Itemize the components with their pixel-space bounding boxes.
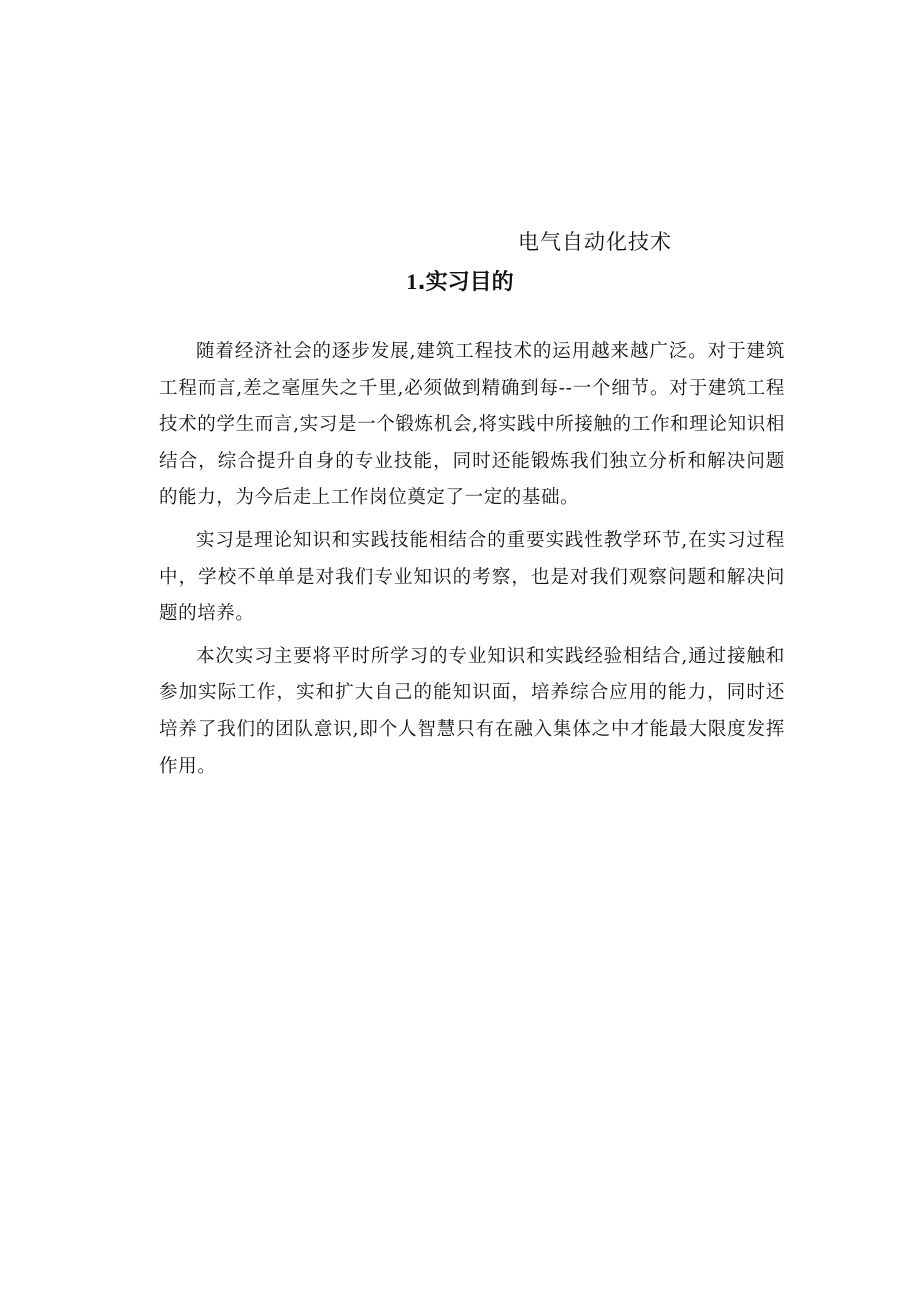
document-header: 电气自动化技术 (518, 230, 672, 254)
document-body (159, 334, 785, 791)
paragraph: 随着经济社会的逐步发展,建筑工程技术的运用越来越广泛。对于建筑工程而言,差之毫厘失之千里,必须做到精确到每--一个细节。对于建筑工程技术的学生而言,实习是一个锻炼机会,将实践中所接触的工作和理论知识相结合，综合提升自身的专业技能，同时还能锻炼我们独立分析和解决问题的能力，为今后走上工作岗位奠定了一定的基础。 (159, 341, 785, 509)
paragraph: 实习是理论知识和实践技能相结合的重要实践性教学环节,在实习过程中，学校不单单是对我们专业知识的考察，也是对我们观察问题和解决问题的培养。 (159, 529, 785, 625)
section-number: 1 (406, 269, 418, 294)
section-title: .实习目的 (417, 270, 514, 295)
paragraph: 本次实习主要将平时所学习的专业知识和实践经验相结合,通过接触和参加实际工作，实和扩大自己的能知识面，培养综合应用的能力，同时还培养了我们的团队意识,即个人智慧只有在融入集体之中才能最大限度发挥作用。 (159, 645, 785, 777)
section-heading (0, 265, 920, 300)
